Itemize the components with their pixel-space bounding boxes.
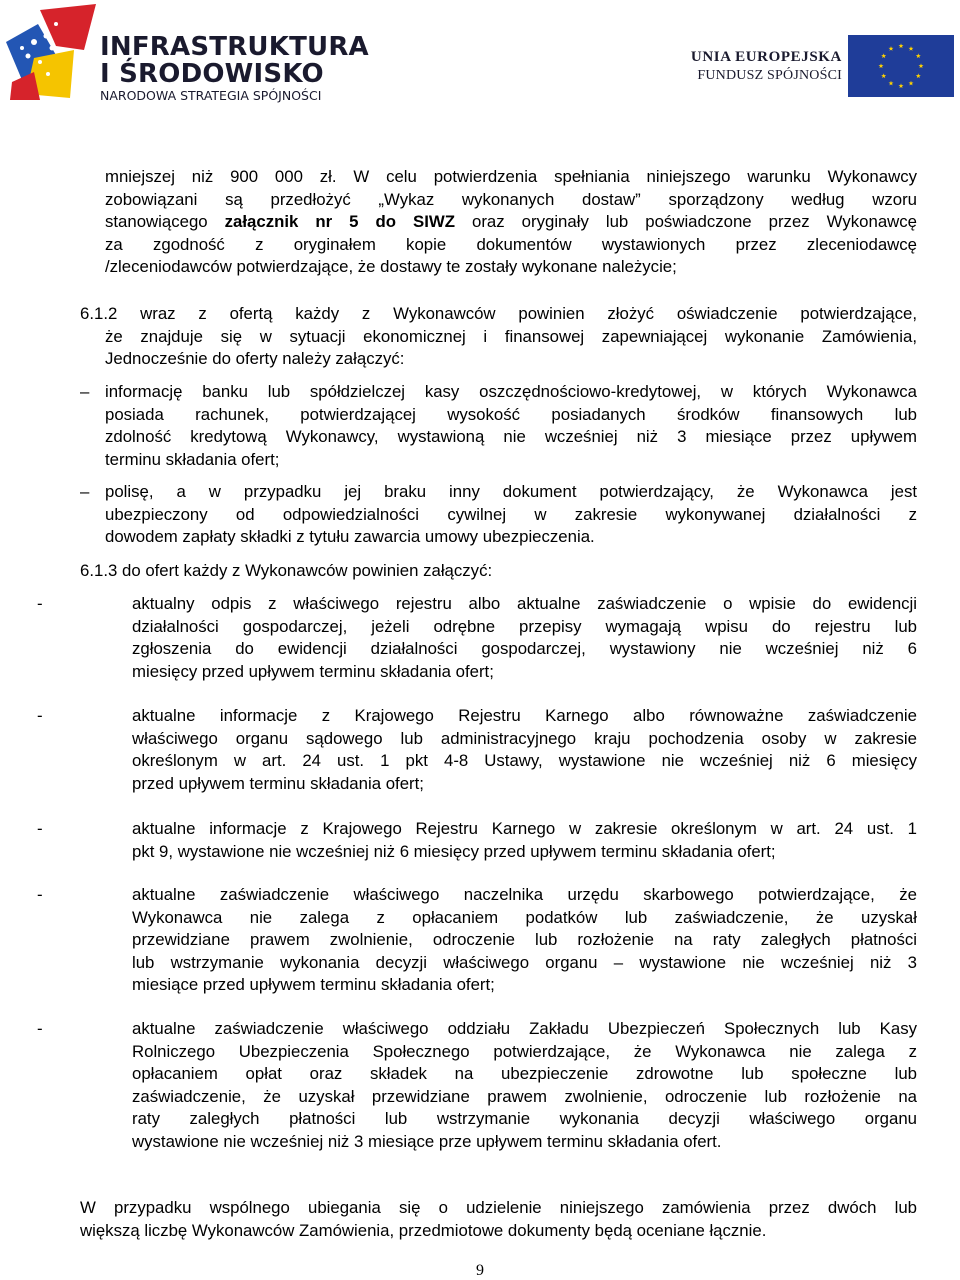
brand-subtitle: NARODOWA STRATEGIA SPÓJNOŚCI [100, 88, 322, 103]
text-line: zaświadczenie, że uzyskał przewidziane prawem zwolnienie, odroczenie lub rozłożenie na [132, 1086, 917, 1106]
list-marker: - [37, 885, 43, 904]
text-line: Rolniczego Ubezpieczenia Społecznego potwierdzające, że Wykonawca nie zalega z [132, 1041, 917, 1061]
paragraph-6-1-2 [80, 303, 917, 371]
list-item [132, 705, 917, 795]
paragraph-joint-bidding [80, 1197, 917, 1242]
list-item [132, 593, 917, 683]
text-fragment: oraz oryginały lub poświadczone przez Wykonawcę [472, 212, 917, 231]
text-line: miesięcy przed upływem terminu składania ofert; [132, 661, 494, 681]
text-line: opłacaniem opłat oraz składek na ubezpieczenie zdrowotne lub społeczne lub [132, 1064, 917, 1083]
list-marker: - [37, 594, 43, 613]
text-line: aktualne zaświadczenie właściwego oddziału Zakładu Ubezpieczeń Społecznych lub Kasy [132, 1019, 917, 1038]
eu-label: UNIA EUROPEJSKA [690, 49, 842, 65]
list-item [132, 818, 917, 863]
text-line: ubezpieczony od odpowiedzialności cywilnej w zakresie wykonywanej działalności z [105, 504, 917, 524]
brand-title-line1: INFRASTRUKTURA [100, 32, 369, 62]
paragraph-6-1-3 [80, 560, 917, 583]
list-marker: - [37, 819, 43, 838]
text-line: zdolność kredytową Wykonawcy, wystawioną nie wcześniej niż 3 miesiące przez upływem [105, 427, 917, 446]
text-line [105, 211, 917, 234]
text-line: określonym w art. 24 ust. 1 pkt 4-8 Ustawy, wystawione nie wcześniej niż 6 miesięcy [132, 751, 917, 770]
text-line: aktualne informacje z Krajowego Rejestru Karnego w zakresie określonym w art. 24 ust. 1 [132, 819, 917, 838]
text-line: 6.1.3 do ofert każdy z Wykonawców powinien załączyć: [80, 561, 493, 580]
text-line: W przypadku wspólnego ubiegania się o udzielenie niniejszego zamówienia przez dwóch lub [80, 1198, 917, 1217]
text-line: aktualne zaświadczenie właściwego naczelnika urzędu skarbowego potwierdzające, że [132, 885, 917, 904]
brand-title-line2: I ŚRODOWISKO [100, 59, 324, 89]
text-line: za zgodność z oryginałem kopie dokumentów wystawionych przez zleceniodawcę [105, 234, 917, 254]
list-item [105, 481, 917, 549]
text-line: mniejszej niż 900 000 zł. W celu potwierdzenia spełniania niniejszego warunku Wykonawcy [105, 167, 917, 186]
paragraph-intro [105, 166, 917, 279]
text-line: przewidziane prawem zwolnienie, odroczenie lub rozłożenie na raty zaległych płatności [132, 930, 917, 949]
text-line: przed upływem terminu składania ofert; [132, 773, 424, 793]
list-item [132, 884, 917, 997]
text-line: raty zaległych płatności lub wstrzymanie wykonania decyzji właściwego organu [132, 1109, 917, 1128]
text-line: zgłoszenia do ewidencji działalności gospodarczej, wystawiony nie wcześniej niż 6 [132, 639, 917, 658]
text-line: że znajduje się w sytuacji ekonomicznej i finansowej zapewniającej wykonanie Zamówienia, [105, 326, 917, 346]
infrastruktura-logo-icon [4, 2, 100, 102]
text-line: działalności gospodarczej, jeżeli odrębne przepisy wymagają wpisu do rejestru lub [132, 616, 917, 636]
list-marker: - [37, 706, 43, 725]
text-line: aktualne informacje z Krajowego Rejestru Karnego albo równoważne zaświadczenie [132, 706, 917, 725]
text-fragment: stanowiącego [105, 212, 208, 231]
fund-label: FUNDUSZ SPÓJNOŚCI [697, 68, 842, 83]
text-line: pkt 9, wystawione nie wcześniej niż 6 miesięcy przed upływem terminu składania ofert; [132, 841, 776, 861]
page-number: 9 [476, 1262, 484, 1279]
text-line: terminu składania ofert; [105, 449, 280, 469]
text-line: posiada rachunek, potwierdzającej wysokość posiadanych środków finansowych lub [105, 404, 917, 424]
list-item [132, 1018, 917, 1153]
attachment-reference: załącznik nr 5 do SIWZ [224, 212, 455, 231]
text-line: lub wstrzymanie wykonania decyzji właściwego organu – wystawione nie wcześniej niż 3 [132, 952, 917, 972]
text-line: informację banku lub spółdzielczej kasy oszczędnościowo-kredytowej, w których Wykonawca [105, 382, 917, 401]
text-line: polisę, a w przypadku jej braku inny dokument potwierdzający, że Wykonawca jest [105, 482, 917, 501]
text-line: dowodem zapłaty składki z tytułu zawarcia umowy ubezpieczenia. [105, 527, 595, 546]
text-line: właściwego organu sądowego lub administracyjnego kraju pochodzenia osoby w zakresie [132, 728, 917, 748]
text-line: /zleceniodawców potwierdzające, że dostawy te zostały wykonane należycie; [105, 257, 677, 276]
list-marker: – [80, 382, 90, 401]
text-line: 6.1.2 wraz z ofertą każdy z Wykonawców powinien złożyć oświadczenie potwierdzające, [80, 304, 917, 323]
text-line: Jednocześnie do oferty należy załączyć: [105, 349, 405, 368]
eu-flag-icon [848, 35, 954, 97]
text-line: wystawione nie wcześniej niż 3 miesiące prze upływem terminu składania ofert. [132, 1131, 722, 1151]
text-line: zobowiązani są przedłożyć „Wykaz wykonanych dostaw” sporządzony według wzoru [105, 189, 917, 209]
text-line: większą liczbę Wykonawców Zamówienia, przedmiotowe dokumenty będą oceniane łącznie. [80, 1220, 767, 1240]
text-line: Wykonawca nie zalega z opłacaniem podatków lub zaświadczenie, że uzyskał [132, 907, 917, 927]
list-marker: – [80, 482, 90, 501]
list-marker: - [37, 1019, 43, 1038]
list-item [105, 381, 917, 471]
text-line: aktualny odpis z właściwego rejestru albo aktualne zaświadczenie o wpisie do ewidencji [132, 594, 917, 613]
text-line: miesiące przed upływem terminu składania ofert; [132, 975, 495, 994]
